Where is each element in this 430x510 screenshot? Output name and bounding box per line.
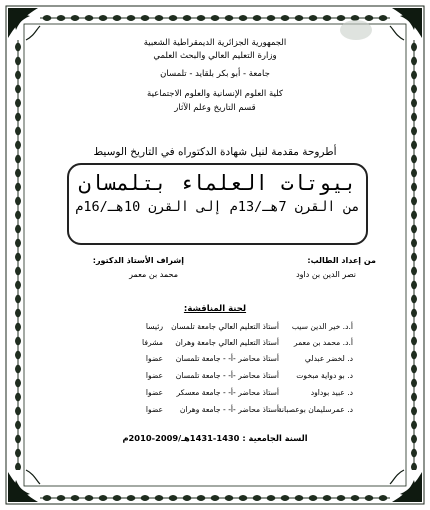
committee-row [83, 388, 353, 400]
committee-heading: لجنة المناقشة: [183, 304, 247, 314]
member-name: د. لخضر عبدلي [304, 354, 353, 363]
member-rank-institution: أستاذ محاضر -أ- - جامعة وهران [179, 405, 279, 414]
university-name: جامعة - أبو بكر بلقايد - تلمسان [160, 69, 270, 79]
committee-row [83, 405, 353, 417]
student-name: نصر الدين بن داود [296, 270, 356, 279]
member-role: رئيسا [145, 322, 163, 331]
member-name: أ.د. محمد بن معمر [293, 338, 353, 347]
faculty-name: كلية العلوم الإنسانية والعلوم الاجتماعية [147, 89, 283, 99]
committee-row [83, 354, 353, 366]
republic-name: الجمهورية الجزائرية الديمقراطية الشعبية [143, 38, 287, 48]
corner-ornaments [8, 8, 422, 502]
member-name: د. عبيد بوداود [310, 388, 353, 397]
member-role: عضوا [145, 405, 163, 414]
supervisor-label: إشراف الأستاذ الدكتور: [92, 256, 184, 265]
thesis-subtitle: من القرن 7هـ/13م إلى القرن 10هـ/16م [75, 199, 360, 215]
committee-row [83, 338, 353, 350]
member-role: عضوا [145, 388, 163, 397]
ministry-name: وزارة التعليم العالي والبحث العلمي [153, 51, 277, 61]
thesis-type: أطروحة مقدمة لنيل شهادة الدكتوراه في التاريخ الوسيط [93, 146, 337, 158]
member-name: د. بو دواية مبخوت [296, 371, 353, 380]
title-box [67, 163, 368, 245]
committee-row [83, 322, 353, 334]
member-rank-institution: أستاذ محاضر -أ- - جامعة معسكر [176, 388, 279, 397]
member-role: عضوا [145, 371, 163, 380]
member-name: أ.د. خير الدين سيب [291, 322, 353, 331]
student-label: من إعداد الطالب: [307, 256, 376, 265]
member-rank-institution: أستاذ محاضر -أ- - جامعة تلمسان [175, 371, 279, 380]
thesis-title: بيوتات العلماء بتلمسان [78, 171, 357, 195]
department-name: قسم التاريخ وعلم الآثار [174, 103, 256, 113]
bottom-vine [40, 489, 390, 501]
top-vine [40, 9, 390, 21]
supervisor-name: محمد بن معمر [129, 270, 178, 279]
member-role: مشرفا [142, 338, 163, 347]
member-rank-institution: أستاذ التعليم العالي جامعة تلمسان [171, 322, 279, 331]
member-rank-institution: أستاذ محاضر -أ- - جامعة تلمسان [175, 354, 279, 363]
committee-row [83, 371, 353, 383]
member-role: عضوا [145, 354, 163, 363]
member-rank-institution: أستاذ التعليم العالي جامعة وهران [175, 338, 279, 347]
member-name: د. عمرسليمان بوعصبانة [277, 405, 353, 414]
academic-year: السنة الجامعية : 1430-1431هـ/2009-2010م [122, 433, 308, 443]
